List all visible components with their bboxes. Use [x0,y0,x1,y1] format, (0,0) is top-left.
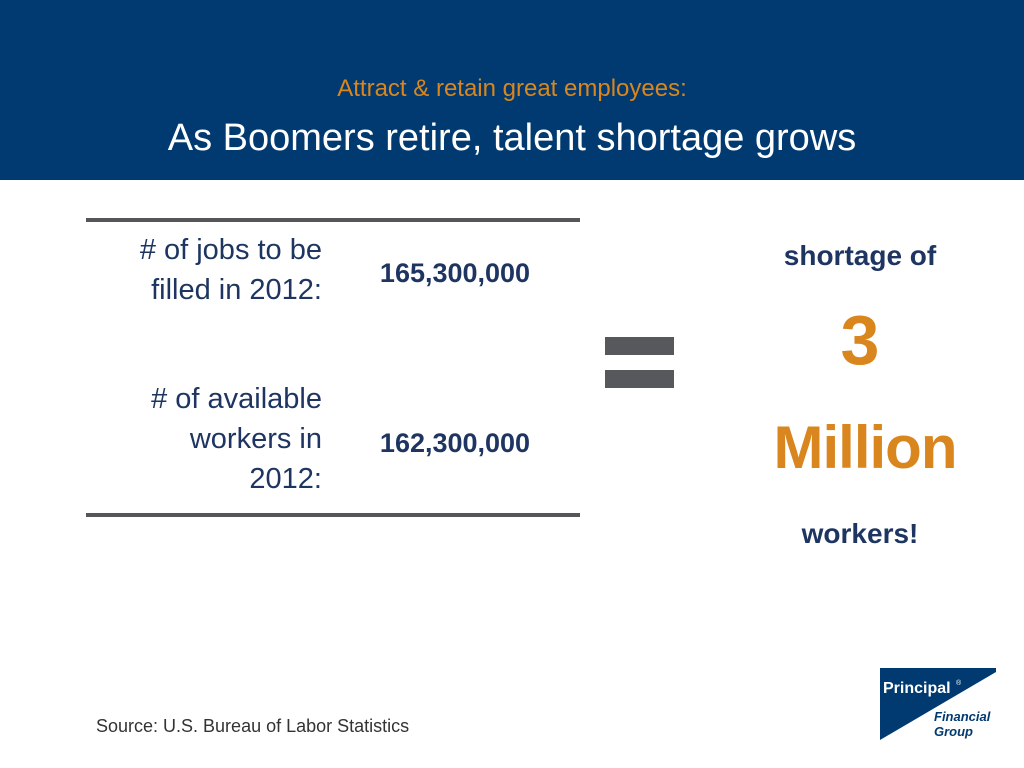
jobs-label [72,230,322,310]
logo-registered-mark: ® [956,680,962,687]
logo-line2: Financial [934,709,991,724]
equals-bar-bottom [605,370,674,388]
shortage-unit: Million [773,414,957,481]
jobs-value: 165,300,000 [379,258,531,288]
workers-label [72,379,322,499]
shortage-suffix: workers! [801,518,919,549]
jobs-label-line: # of jobs to be [139,234,322,266]
workers-label-line: # of available [151,383,322,415]
workers-label-line: 2012: [249,463,322,495]
shortage-prefix: shortage of [783,240,937,271]
table-top-rule [86,218,580,222]
logo-line3: Group [934,724,973,739]
workers-value: 162,300,000 [379,428,531,458]
slide-subtitle: Attract & retain great employees: [337,75,687,102]
shortage-number: 3 [840,301,880,379]
source-citation: Source: U.S. Bureau of Labor Statistics [96,716,410,736]
table-bottom-rule [86,513,580,517]
slide-title: As Boomers retire, talent shortage grows [167,117,857,159]
jobs-label-line: filled in 2012: [151,274,322,306]
logo-line1: Principal [883,680,951,697]
principal-financial-group-logo [880,668,996,740]
equals-bar-top [605,337,674,355]
workers-label-line: workers in [189,423,322,455]
